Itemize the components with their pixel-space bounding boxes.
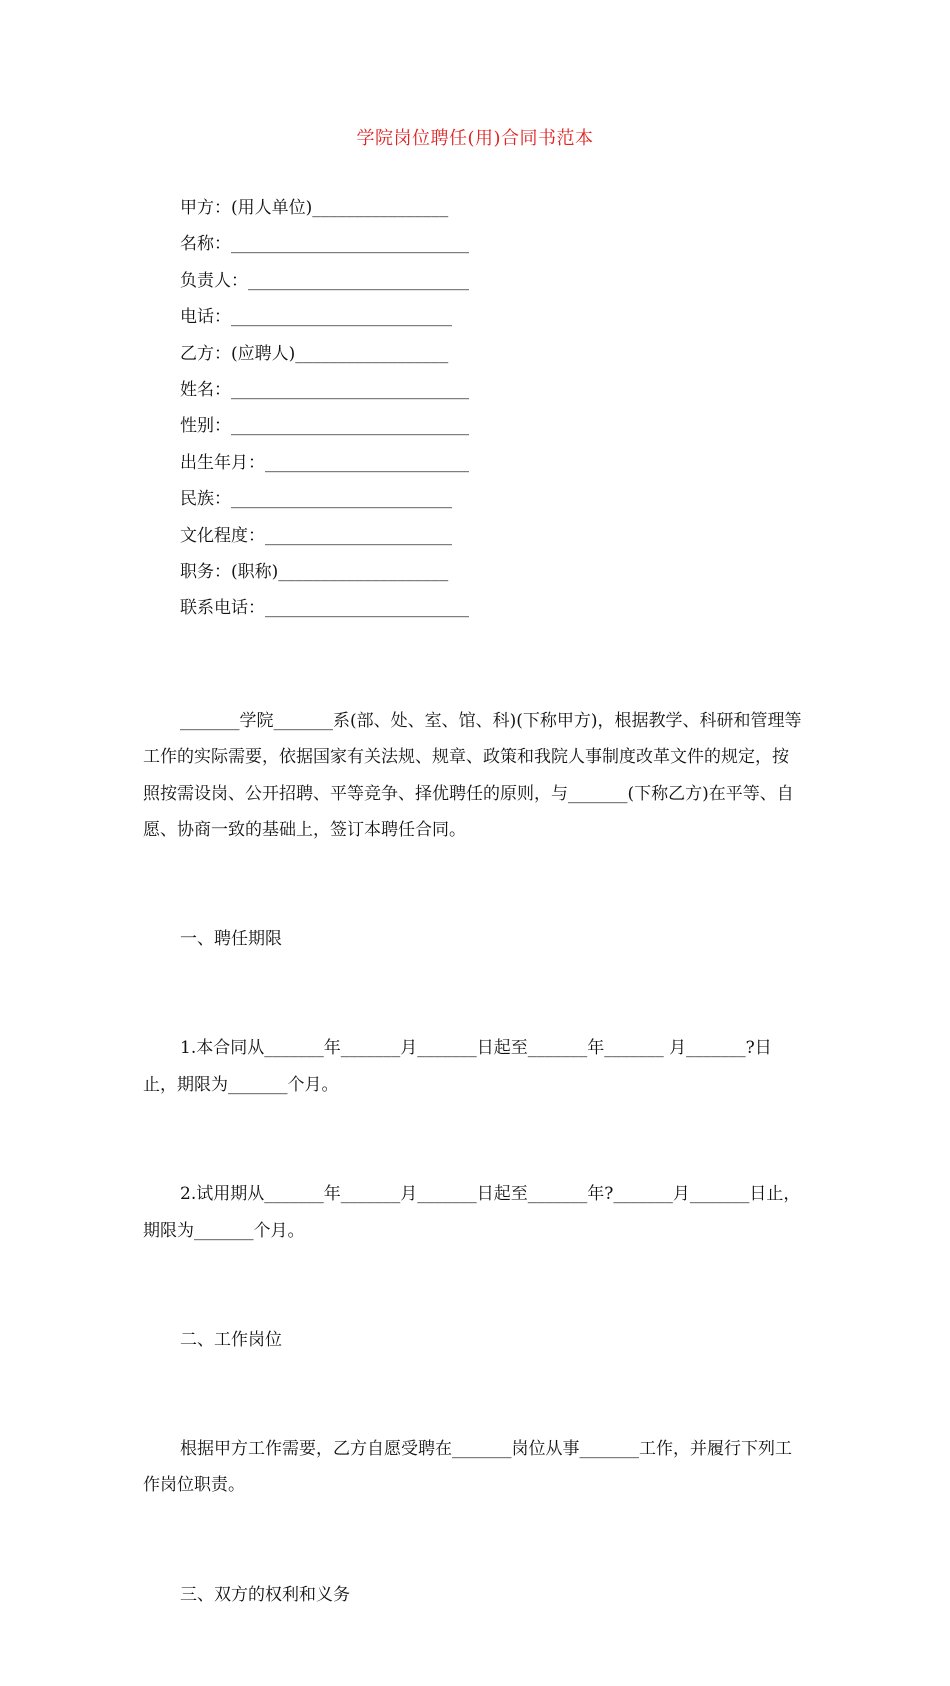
field-label: 乙方：(应聘人) [180, 343, 296, 364]
field-label: 联系电话： [180, 598, 265, 619]
field-education [180, 524, 469, 560]
paragraph-position: 根据甲方工作需要，乙方自愿受聘在_______岗位从事_______工作，并履行下列工作岗位职责。 [143, 1438, 792, 1496]
field-ethnicity [180, 487, 469, 523]
field-blank: __________________________ [248, 270, 469, 291]
field-blank: ________________________ [265, 452, 469, 473]
field-blank: ____________________ [278, 561, 449, 582]
field-party-a [180, 196, 469, 232]
field-gender [180, 414, 469, 450]
section-heading-position: 二、工作岗位 [180, 1329, 282, 1350]
field-label: 姓名： [180, 379, 231, 400]
field-blank: __________________ [295, 343, 449, 364]
field-full-name [180, 378, 469, 414]
field-contact-phone [180, 596, 469, 632]
field-label: 甲方：(用人单位) [180, 198, 313, 218]
field-blank: ____________________________ [231, 379, 469, 400]
paragraph-contract-term: 1.本合同从_______年_______月_______日起至_______年_______ 月_______?日止，期限为_______个月。 [143, 1038, 772, 1095]
field-blank: ________________ [312, 198, 449, 218]
document-title: 学院岗位聘任(用)合同书范本 [356, 128, 594, 149]
field-blank: __________________________ [231, 489, 452, 510]
field-name [180, 232, 469, 268]
field-responsible-person [180, 269, 469, 305]
field-party-b [180, 342, 469, 378]
field-blank: ______________________ [265, 525, 452, 546]
paragraph-probation-term: 2.试用期从_______年_______月_______日起至_______年?_______月_______日止，期限为_______个月。 [143, 1184, 801, 1241]
field-birth-date [180, 451, 469, 487]
field-blank: ____________________________ [231, 416, 469, 437]
field-blank: ________________________ [265, 598, 469, 619]
field-label: 性别： [180, 416, 231, 437]
section-heading-rights: 三、双方的权利和义务 [180, 1584, 350, 1605]
paragraph-preamble: _______学院_______系(部、处、室、馆、科)(下称甲方)，根据教学、科研和管理等工作的实际需要，依据国家有关法规、规章、政策和我院人事制度改革文件的规定，按照按需设岗、公开招聘、平等竞争、择优聘任的原则，与_______(下称乙方)在平等、自愿、协商一致的基础上，签订本聘任合同。 [143, 710, 802, 841]
field-label: 文化程度： [180, 525, 265, 546]
field-label: 负责人： [180, 270, 248, 291]
party-info-fields [180, 196, 469, 633]
field-phone [180, 305, 469, 341]
field-label: 职务：(职称) [180, 561, 279, 582]
field-label: 出生年月： [180, 452, 265, 473]
field-label: 名称： [180, 234, 231, 255]
field-blank: ____________________________ [231, 234, 469, 255]
field-blank: __________________________ [231, 307, 452, 328]
contract-body [143, 630, 803, 1686]
field-label: 民族： [180, 489, 231, 510]
field-label: 电话： [180, 307, 231, 328]
field-position-title [180, 560, 469, 596]
section-heading-term: 一、聘任期限 [180, 929, 282, 950]
